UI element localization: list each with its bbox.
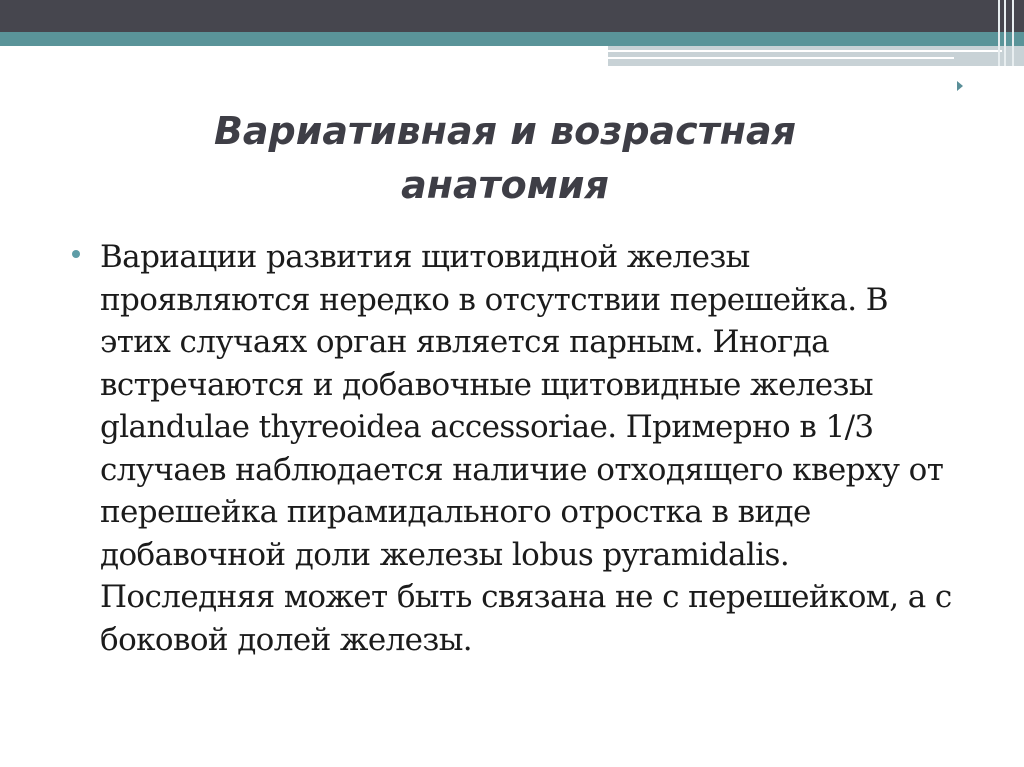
edge-line-middle [1004,0,1006,66]
bullet-item [70,236,954,661]
triangle-arrow-icon [957,81,963,91]
bullet-text: Вариации развития щитовидной железы проявляются нередко в отсутствии перешейка. В этих случаях орган является парным. Иногда встречаются и добавочные щитовидные железы glandulae thyreoidea accessoriae. Примерно в 1/3 случаев наблюдается наличие отходящего кверху от перешейка пирамидального отростка в виде добавочной доли железы lobus pyramidalis. Последняя может быть связана не с перешейком, а с боковой долей железы. [100,239,952,658]
bullet-dot-icon [72,250,80,258]
header-light-band [608,46,1024,66]
edge-line-left [998,0,1000,66]
edge-line-right [1012,0,1014,66]
header-dark-bar [0,0,1024,32]
header-teal-bar [0,32,1024,46]
slide-content [70,236,954,661]
header-white-line-bottom [606,57,954,59]
header-white-line-top [590,50,1002,52]
slide-title: Вариативная и возрастная анатомия [213,109,797,207]
